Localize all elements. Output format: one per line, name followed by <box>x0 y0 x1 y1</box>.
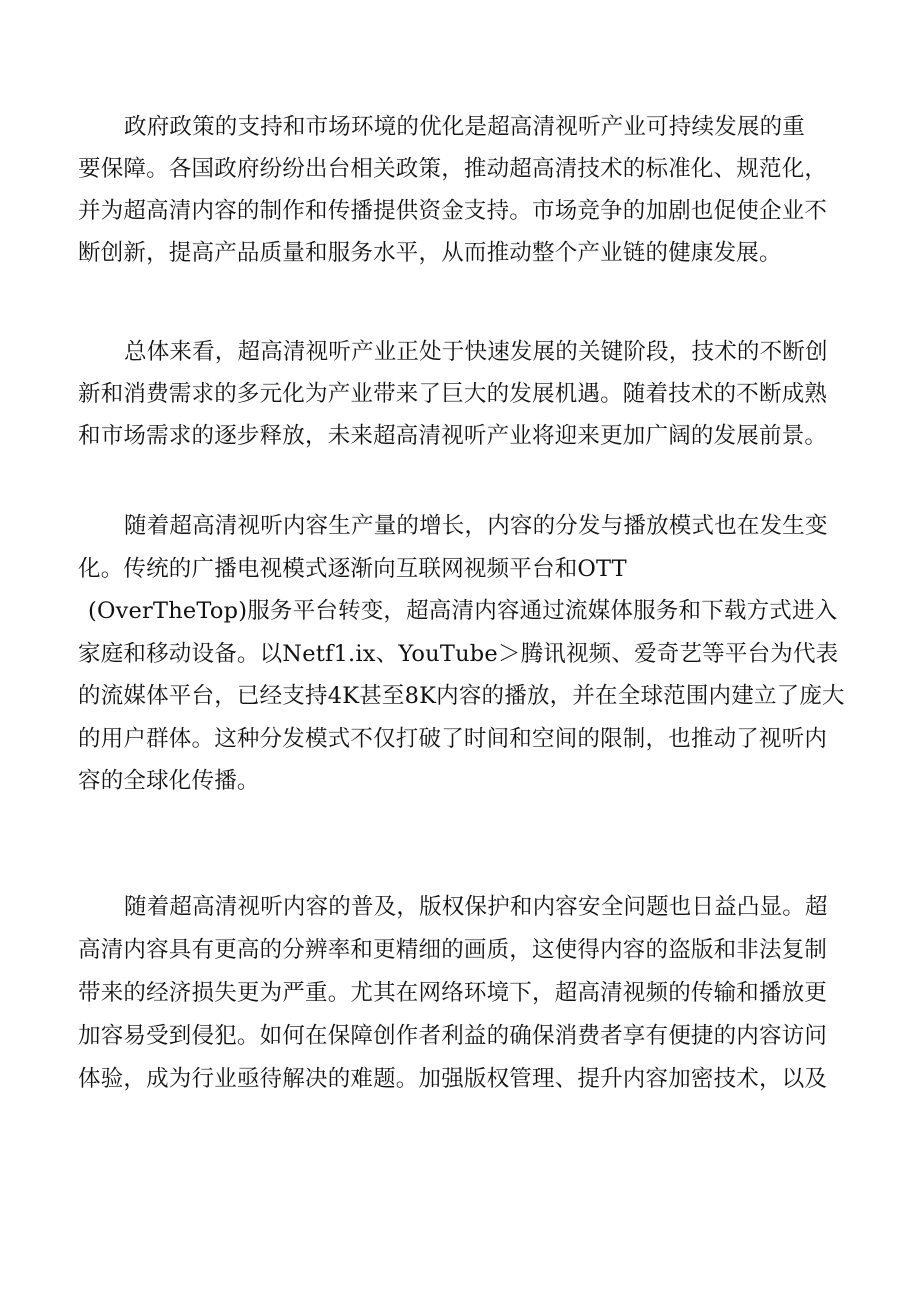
paragraph-copyright <box>78 886 850 1101</box>
text-line: 新和消费需求的多元化为产业带来了巨大的发展机遇。随着技术的不断成熟 <box>78 381 828 407</box>
text-line: 总体来看，超高清视听产业正处于快速发展的关键阶段，技术的不断创 <box>124 339 828 365</box>
paragraph-distribution <box>78 505 850 803</box>
text-line: 化。传统的广播电视模式逐渐向互联网视频平台和OTT <box>78 555 627 582</box>
text-line: 高清内容具有更高的分辨率和更精细的画质，这使得内容的盗版和非法复制 <box>78 937 828 963</box>
text-line: 加容易受到侵犯。如何在保障创作者利益的确保消费者享有便捷的内容访问 <box>78 1023 828 1049</box>
text-line: 随着超高清视听内容的普及，版权保护和内容安全问题也日益凸显。超 <box>124 894 828 920</box>
paragraph-policy <box>78 106 850 274</box>
text-line: 断创新，提高产品质量和服务水平，从而推动整个产业链的健康发展。 <box>78 240 782 266</box>
text-line: 的用户群体。这种分发模式不仅打破了时间和空间的限制，也推动了视听内 <box>78 725 828 752</box>
text-line: 随着超高清视听内容生产量的增长，内容的分发与播放模式也在发生变 <box>124 513 828 539</box>
text-line: 并为超高清内容的制作和传播提供资金支持。市场竞争的加剧也促使企业不 <box>78 198 828 224</box>
text-line: (OverTheTop)服务平台转变，超高清内容通过流媒体服务和下载方式进入 <box>88 598 838 624</box>
text-line: 的流媒体平台，已经支持4K甚至8K内容的播放，并在全球范围内建立了庞大 <box>78 683 845 709</box>
text-line: 容的全球化传播。 <box>78 768 260 794</box>
text-line: 政府政策的支持和市场环境的优化是超高清视听产业可持续发展的重 <box>124 114 806 140</box>
text-line: 要保障。各国政府纷纷出台相关政策，推动超高清技术的标准化、规范化， <box>78 156 828 182</box>
text-line: 和市场需求的逐步释放，未来超高清视听产业将迎来更加广阔的发展前景。 <box>78 423 828 449</box>
text-line: 家庭和移动设备。以Netf1.ix、YouTube＞腾讯视频、爱奇艺等平台为代表 <box>78 640 839 667</box>
text-line: 体验，成为行业亟待解决的难题。加强版权管理、提升内容加密技术，以及 <box>78 1066 828 1092</box>
text-line: 带来的经济损失更为严重。尤其在网络环境下，超高清视频的传输和播放更 <box>78 980 828 1006</box>
paragraph-summary <box>78 331 850 457</box>
